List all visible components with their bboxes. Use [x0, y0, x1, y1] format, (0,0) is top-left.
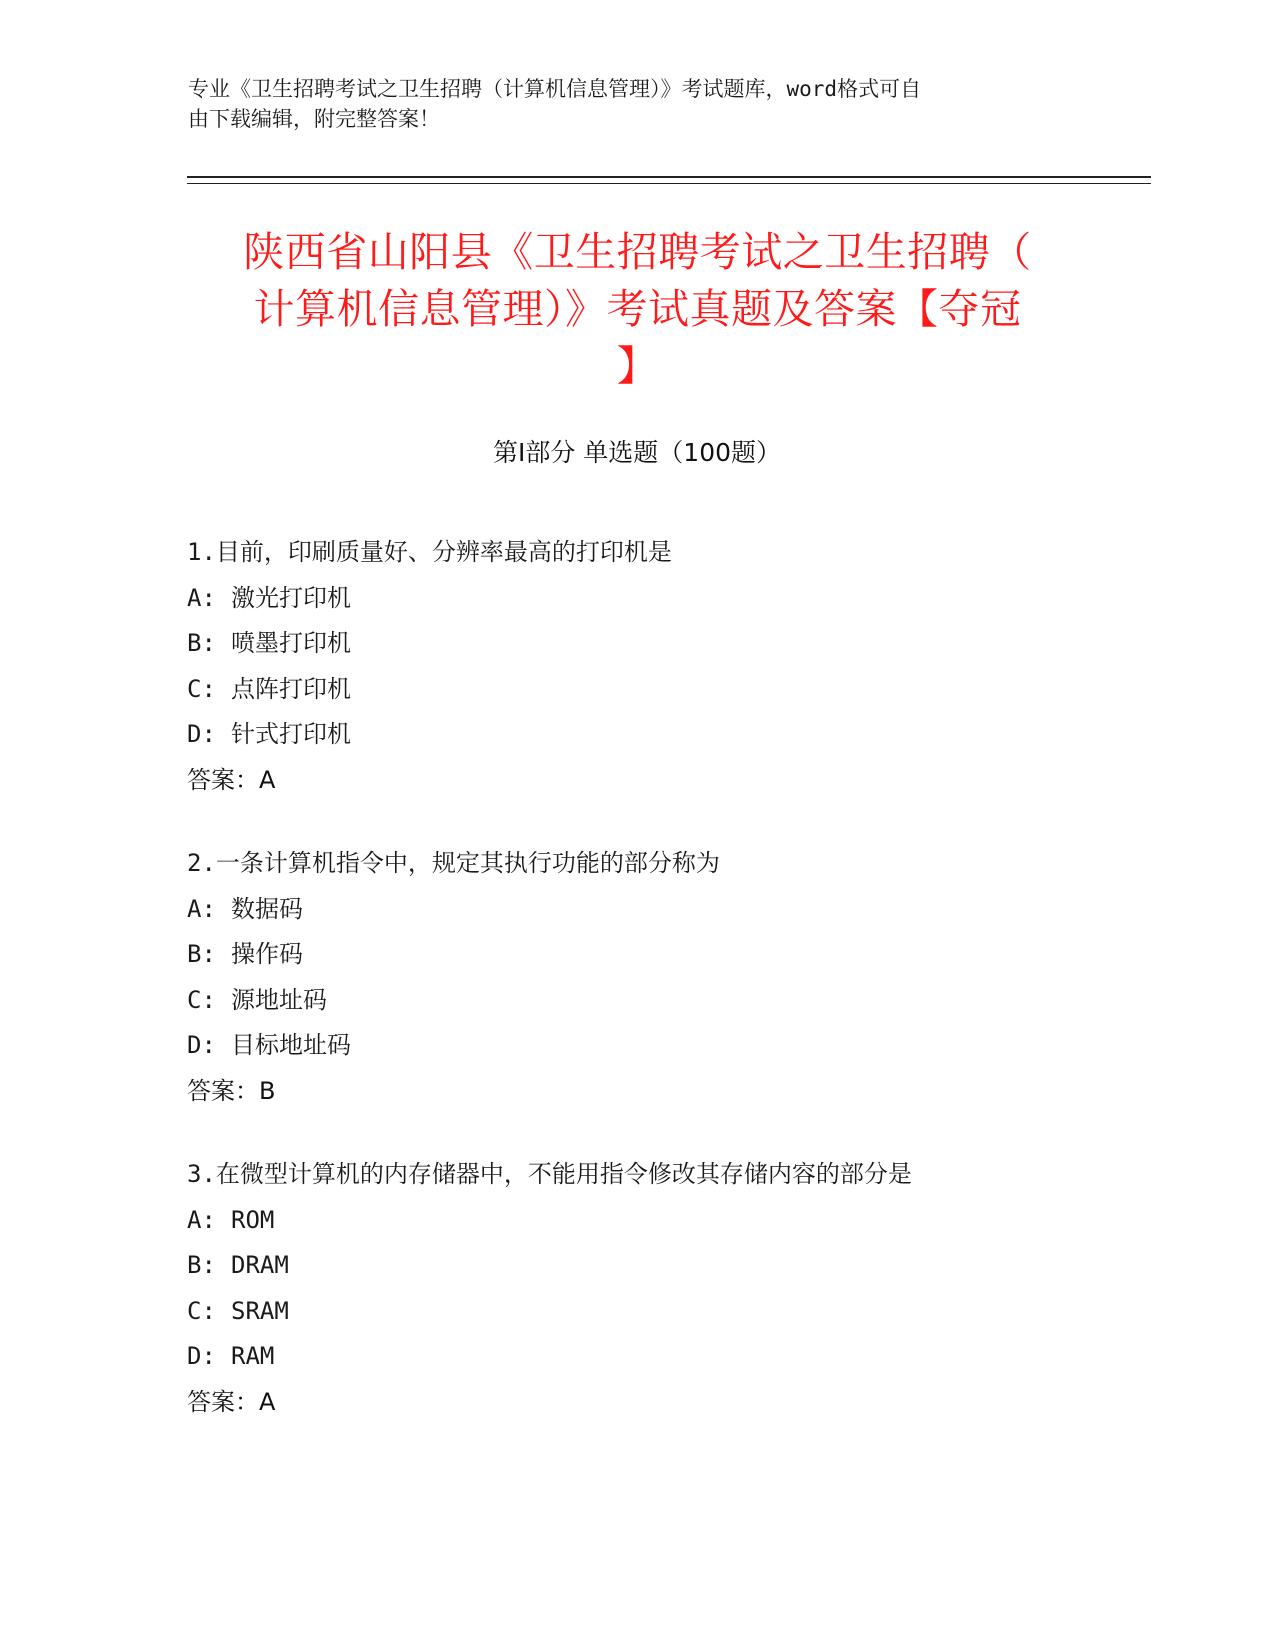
option-c — [187, 978, 1107, 1024]
option-d — [187, 1023, 1107, 1069]
option-key: B: — [187, 940, 216, 968]
question-1 — [187, 530, 1107, 803]
option-a — [187, 576, 1107, 622]
option-text: ROM — [231, 1205, 275, 1234]
option-text: 激光打印机 — [231, 583, 351, 612]
option-text: 喷墨打印机 — [231, 629, 351, 657]
option-key: B: — [187, 1251, 216, 1279]
question-3 — [187, 1152, 1107, 1425]
header-note-line-2: 由下载编辑，附完整答案！ — [188, 107, 440, 131]
option-text: 操作码 — [231, 940, 303, 968]
option-key: C: — [187, 1296, 216, 1325]
document-title-line-1: 陕西省山阳县《卫生招聘考试之卫生招聘（ — [243, 228, 1032, 276]
option-text: DRAM — [231, 1251, 289, 1279]
document-title — [190, 224, 1085, 395]
option-text: 目标地址码 — [231, 1031, 351, 1059]
option-key: D: — [187, 1031, 216, 1059]
option-text: RAM — [231, 1342, 275, 1370]
option-key: D: — [187, 720, 216, 748]
option-key: D: — [187, 1342, 216, 1370]
option-b — [187, 621, 1107, 667]
option-key: C: — [187, 985, 216, 1014]
answer: 答案：A — [187, 1387, 276, 1416]
header-note — [188, 74, 1088, 134]
option-key: B: — [187, 629, 216, 657]
option-d — [187, 1334, 1107, 1380]
option-text: SRAM — [231, 1296, 289, 1325]
option-key: A: — [187, 583, 216, 612]
option-b — [187, 1243, 1107, 1289]
option-d — [187, 712, 1107, 758]
header-rule-thick — [187, 176, 1151, 178]
option-key: A: — [187, 1205, 216, 1234]
option-text: 源地址码 — [231, 985, 327, 1014]
option-c — [187, 667, 1107, 713]
option-c — [187, 1289, 1107, 1335]
option-a — [187, 887, 1107, 933]
question-list — [187, 530, 1107, 1463]
answer: 答案：A — [187, 765, 276, 794]
option-text: 点阵打印机 — [231, 674, 351, 703]
question-2 — [187, 841, 1107, 1114]
option-b — [187, 932, 1107, 978]
answer: 答案：B — [187, 1076, 276, 1105]
option-a — [187, 1198, 1107, 1244]
option-text: 针式打印机 — [231, 720, 351, 748]
option-text: 数据码 — [231, 894, 303, 923]
header-rule-thin — [187, 183, 1151, 184]
question-stem: 3.在微型计算机的内存储器中，不能用指令修改其存储内容的部分是 — [187, 1160, 912, 1188]
section-title: 第Ⅰ部分 单选题（100题） — [492, 438, 782, 467]
question-stem: 2.一条计算机指令中，规定其执行功能的部分称为 — [187, 849, 720, 877]
document-title-line-3: 】 — [616, 342, 659, 390]
question-stem: 1.目前，印刷质量好、分辨率最高的打印机是 — [187, 538, 672, 566]
document-title-line-2: 计算机信息管理）》考试真题及答案【夺冠 — [253, 285, 1022, 333]
option-key: A: — [187, 894, 216, 923]
option-key: C: — [187, 674, 216, 703]
header-note-line-1: 专业《卫生招聘考试之卫生招聘（计算机信息管理）》考试题库，word格式可自 — [188, 77, 922, 101]
